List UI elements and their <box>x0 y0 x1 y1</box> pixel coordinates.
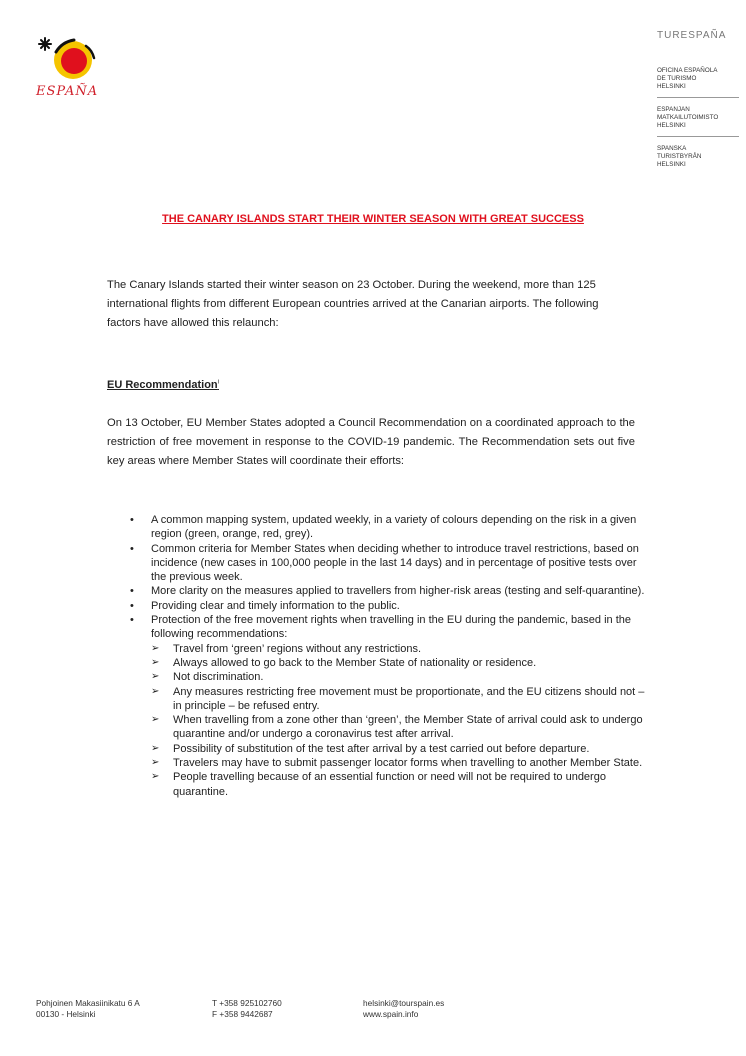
office-line: OFICINA ESPAÑOLA <box>657 67 718 74</box>
footer-fax-number: F +358 9442687 <box>212 1009 273 1019</box>
office-line: HELSINKI <box>657 122 686 129</box>
footer-address <box>36 998 140 1020</box>
office-block-spanish <box>657 67 739 98</box>
recommendation-list <box>130 513 650 799</box>
list-item: • Common criteria for Member States when deciding whether to introduce travel restrictions, based on incidence (new cases in 100,000 people in the last 14 days) and in percentage of positive tests over the previous week. <box>130 542 650 585</box>
office-line: TURISTBYRÅN <box>657 153 702 160</box>
office-sidebar <box>657 30 739 183</box>
footer-email-link[interactable]: helsinki@tourspain.es <box>363 998 445 1008</box>
footer-contact <box>363 998 444 1020</box>
turespana-brand: TURESPAÑA <box>657 30 727 41</box>
logo-wordmark: ESPAÑA <box>36 84 99 99</box>
document-title: THE CANARY ISLANDS START THEIR WINTER SEASON WITH GREAT SUCCESS <box>162 213 584 225</box>
section-paragraph: On 13 October, EU Member States adopted a Council Recommendation on a coordinated approach to the restriction of free movement in response to the COVID-19 pandemic. The Recommendation sets out five key areas where Member States will coordinate their efforts: <box>107 417 635 467</box>
logo-black-star <box>39 38 51 50</box>
office-block-finnish <box>657 106 739 137</box>
intro-paragraph: The Canary Islands started their winter season on 23 October. During the weekend, more than 125 international flights from different European countries arrived at the Canarian airports. The following factors have allowed this relaunch: <box>107 279 599 329</box>
list-item: • A common mapping system, updated weekly, in a variety of colours depending on the risk in a given region (green, orange, red, grey). <box>130 513 650 542</box>
footnote-marker: i <box>217 379 219 386</box>
office-line: HELSINKI <box>657 161 686 168</box>
office-line: ESPANJAN <box>657 106 690 113</box>
footer-phone <box>212 998 282 1020</box>
sub-list-item: ➢ Any measures restricting free movement must be proportionate, and the EU citizens should not – in principle – be refused entry. <box>151 685 650 714</box>
list-item: • Providing clear and timely information to the public. <box>130 599 650 613</box>
footer-address-line: 00130 - Helsinki <box>36 1009 96 1019</box>
list-item-text: Protection of the free movement rights when travelling in the EU during the pandemic, based in the following recommendations: <box>151 614 631 641</box>
list-item <box>130 613 650 799</box>
office-block-swedish <box>657 145 739 175</box>
sub-list-item: ➢ When travelling from a zone other than ‘green’, the Member State of arrival could ask to undergo quarantine and/or undergo a coronavirus test after arrival. <box>151 713 650 742</box>
sub-recommendation-list <box>151 642 650 799</box>
section-heading-text: EU Recommendation <box>107 379 218 391</box>
list-item: • More clarity on the measures applied to travellers from higher-risk areas (testing and self-quarantine). <box>130 584 650 598</box>
sub-list-item: ➢ Possibility of substitution of the test after arrival by a test carried out before departure. <box>151 742 650 756</box>
sub-list-item: ➢ Travelers may have to submit passenger locator forms when travelling to another Member State. <box>151 756 650 770</box>
footer-phone-number: T +358 925102760 <box>212 998 282 1008</box>
office-line: MATKAILUTOIMISTO <box>657 114 719 121</box>
office-line: SPANSKA <box>657 145 687 152</box>
office-line: HELSINKI <box>657 83 686 90</box>
sub-list-item: ➢ Not discrimination. <box>151 670 650 684</box>
sub-list-item: ➢ Always allowed to go back to the Member State of nationality or residence. <box>151 656 650 670</box>
office-line: DE TURISMO <box>657 75 697 82</box>
logo-red-sun <box>61 48 87 74</box>
section-heading <box>107 379 219 391</box>
sub-list-item: ➢ Travel from ‘green’ regions without any restrictions. <box>151 642 650 656</box>
sub-list-item: ➢ People travelling because of an essential function or need will not be required to undergo quarantine. <box>151 770 650 799</box>
footer-web-link[interactable]: www.spain.info <box>363 1009 419 1019</box>
footer-address-line: Pohjoinen Makasiinikatu 6 A <box>36 998 140 1008</box>
